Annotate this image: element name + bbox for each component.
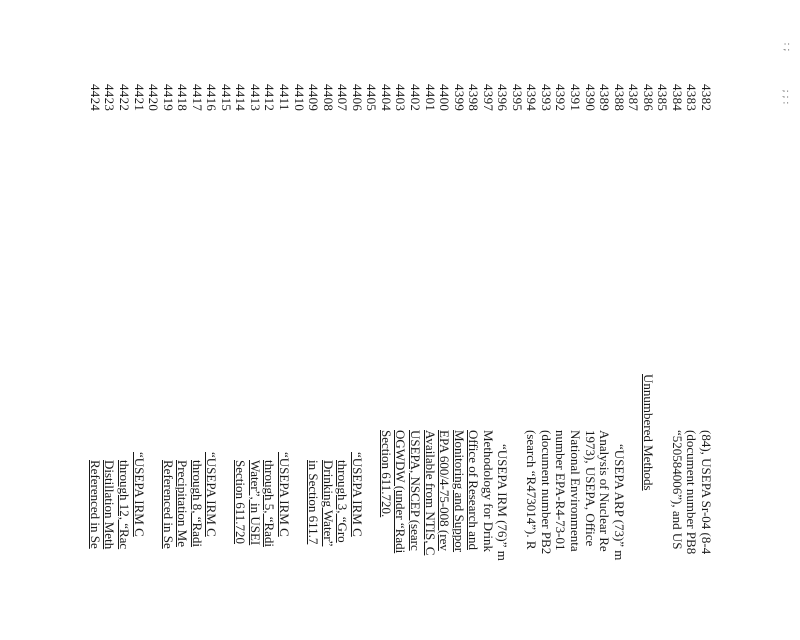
line-text: Distillation Meth <box>102 460 118 550</box>
line-number: 4416 <box>204 84 220 112</box>
line-number: 4401 <box>422 84 438 112</box>
line-text: through 5, “Radi <box>262 460 278 548</box>
line-number: 4396 <box>495 84 511 112</box>
line-text: through 8, “Radi <box>189 460 205 548</box>
line-number: 4399 <box>451 84 467 112</box>
text-line <box>453 0 465 640</box>
text-line <box>540 0 552 640</box>
text-line <box>191 0 203 640</box>
line-number: 4390 <box>582 84 598 112</box>
text-line <box>700 0 712 640</box>
line-number: 4384 <box>669 84 685 112</box>
text-line <box>249 0 261 640</box>
line-number: 4422 <box>117 84 132 112</box>
line-number: 4398 <box>466 84 482 112</box>
line-number: 4383 <box>684 84 700 112</box>
line-text: through 12, “Rac <box>117 460 132 550</box>
text-line <box>642 0 654 640</box>
text-line <box>466 0 482 640</box>
text-line <box>584 0 596 640</box>
line-number: 4415 <box>218 84 234 112</box>
line-text: “USEPA IRM C <box>277 452 293 537</box>
line-number: 4400 <box>437 84 453 112</box>
text-line <box>626 0 642 640</box>
line-number: 4387 <box>626 84 642 112</box>
text-line <box>233 0 249 640</box>
text-line <box>220 0 232 640</box>
text-line <box>655 0 671 640</box>
line-text: Section 611.720. <box>378 430 394 518</box>
text-line <box>555 0 567 640</box>
line-text: Drinking Water” <box>320 460 336 547</box>
line-number: 4418 <box>175 84 191 112</box>
text-line <box>393 0 409 640</box>
line-text: number EPA-R4-73-01 <box>553 430 569 551</box>
text-line <box>568 0 584 640</box>
text-line <box>524 0 540 640</box>
line-text: 1973), USEPA, Office <box>582 430 598 547</box>
line-number: 4419 <box>160 84 176 112</box>
line-text: through 3, “Gro <box>335 460 351 543</box>
line-number: 4386 <box>640 84 656 112</box>
line-number: 4392 <box>553 84 569 112</box>
line-text: National Environmenta <box>568 430 584 552</box>
text-line <box>322 0 334 640</box>
line-text: (document number PB8 <box>684 430 700 555</box>
line-text: Referenced in Se <box>160 460 176 549</box>
line-number: 4389 <box>597 84 613 112</box>
line-number: 4407 <box>335 84 351 112</box>
text-line <box>495 0 511 640</box>
line-number: 4409 <box>306 84 322 112</box>
line-text: “USEPA ARP (73)” m <box>611 444 627 561</box>
line-number: 4408 <box>320 84 336 112</box>
line-number: 4395 <box>509 84 525 112</box>
line-text: Section 611.720 <box>233 460 249 545</box>
text-line <box>175 0 191 640</box>
text-line <box>118 0 130 640</box>
text-line <box>133 0 145 640</box>
text-line <box>482 0 494 640</box>
line-number: 4412 <box>262 84 278 112</box>
line-text: “520584006”), and US <box>669 430 685 550</box>
line-text: (84), USEPA Sr-04 (8-4 <box>699 430 714 555</box>
text-line <box>671 0 683 640</box>
line-text: OGWDW (under “Radi <box>393 430 409 554</box>
line-number: 4393 <box>538 84 554 112</box>
text-line <box>364 0 380 640</box>
corner-mark: ; ; : <box>780 89 791 105</box>
text-line <box>597 0 613 640</box>
line-text: Precipitation Me <box>175 460 191 548</box>
line-text: (document number PB2 <box>538 430 554 555</box>
line-text: “USEPA IRM C <box>131 452 147 537</box>
text-line <box>162 0 174 640</box>
line-text: Methodology for Drink <box>480 430 496 553</box>
text-line <box>424 0 436 640</box>
text-line <box>380 0 392 640</box>
line-text: in Section 611.7 <box>306 460 322 545</box>
text-line <box>293 0 305 640</box>
line-text: “USEPA IRM (76)” m <box>495 444 511 561</box>
line-number: 4382 <box>699 84 714 112</box>
line-number: 4410 <box>291 84 307 112</box>
line-number: 4417 <box>189 84 205 112</box>
text-line <box>306 0 322 640</box>
text-line <box>409 0 421 640</box>
line-number: 4388 <box>611 84 627 112</box>
line-text: Referenced in Se <box>87 460 103 549</box>
text-line <box>204 0 220 640</box>
line-number: 4403 <box>393 84 409 112</box>
line-number: 4413 <box>247 84 263 112</box>
line-text: Water”, in USEI <box>247 460 263 546</box>
text-line <box>102 0 118 640</box>
line-number: 4424 <box>87 84 103 112</box>
line-number: 4385 <box>655 84 671 112</box>
line-text: (search “R473014”). R <box>524 430 540 550</box>
text-line <box>437 0 453 640</box>
line-text: USEPA, NSCEP (searc <box>408 430 423 551</box>
rotated-text-block <box>87 0 714 640</box>
line-number: 4394 <box>524 84 540 112</box>
line-text: Analysis of Nuclear Re <box>597 430 613 552</box>
text-line <box>264 0 276 640</box>
text-line <box>146 0 162 640</box>
text-line <box>335 0 351 640</box>
line-text: EPA 600/4-75-008 (rev <box>437 430 453 551</box>
line-text: Available from NTIS, C <box>422 430 438 556</box>
line-number: 4414 <box>233 84 249 112</box>
line-text: Office of Research and <box>466 430 482 550</box>
line-number: 4421 <box>131 84 147 112</box>
line-number: 4391 <box>568 84 584 112</box>
corner-mark: : ; <box>781 42 792 52</box>
text-line <box>613 0 625 640</box>
line-number: 4397 <box>480 84 496 112</box>
line-number: 4423 <box>102 84 118 112</box>
line-number: 4402 <box>408 84 423 112</box>
line-text: “USEPA IRM C <box>204 452 220 537</box>
line-number: 4405 <box>364 84 380 112</box>
text-line <box>277 0 293 640</box>
line-number: 4411 <box>277 84 293 111</box>
text-line <box>89 0 101 640</box>
line-text: “USEPA IRM C <box>349 452 365 537</box>
text-line <box>511 0 523 640</box>
line-number: 4404 <box>378 84 394 112</box>
section-heading: Unnumbered Methods <box>640 374 656 491</box>
line-number: 4406 <box>349 84 365 112</box>
line-text: Monitoring and Suppor <box>451 430 467 553</box>
line-number: 4420 <box>146 84 162 112</box>
text-line <box>351 0 363 640</box>
text-line <box>684 0 700 640</box>
